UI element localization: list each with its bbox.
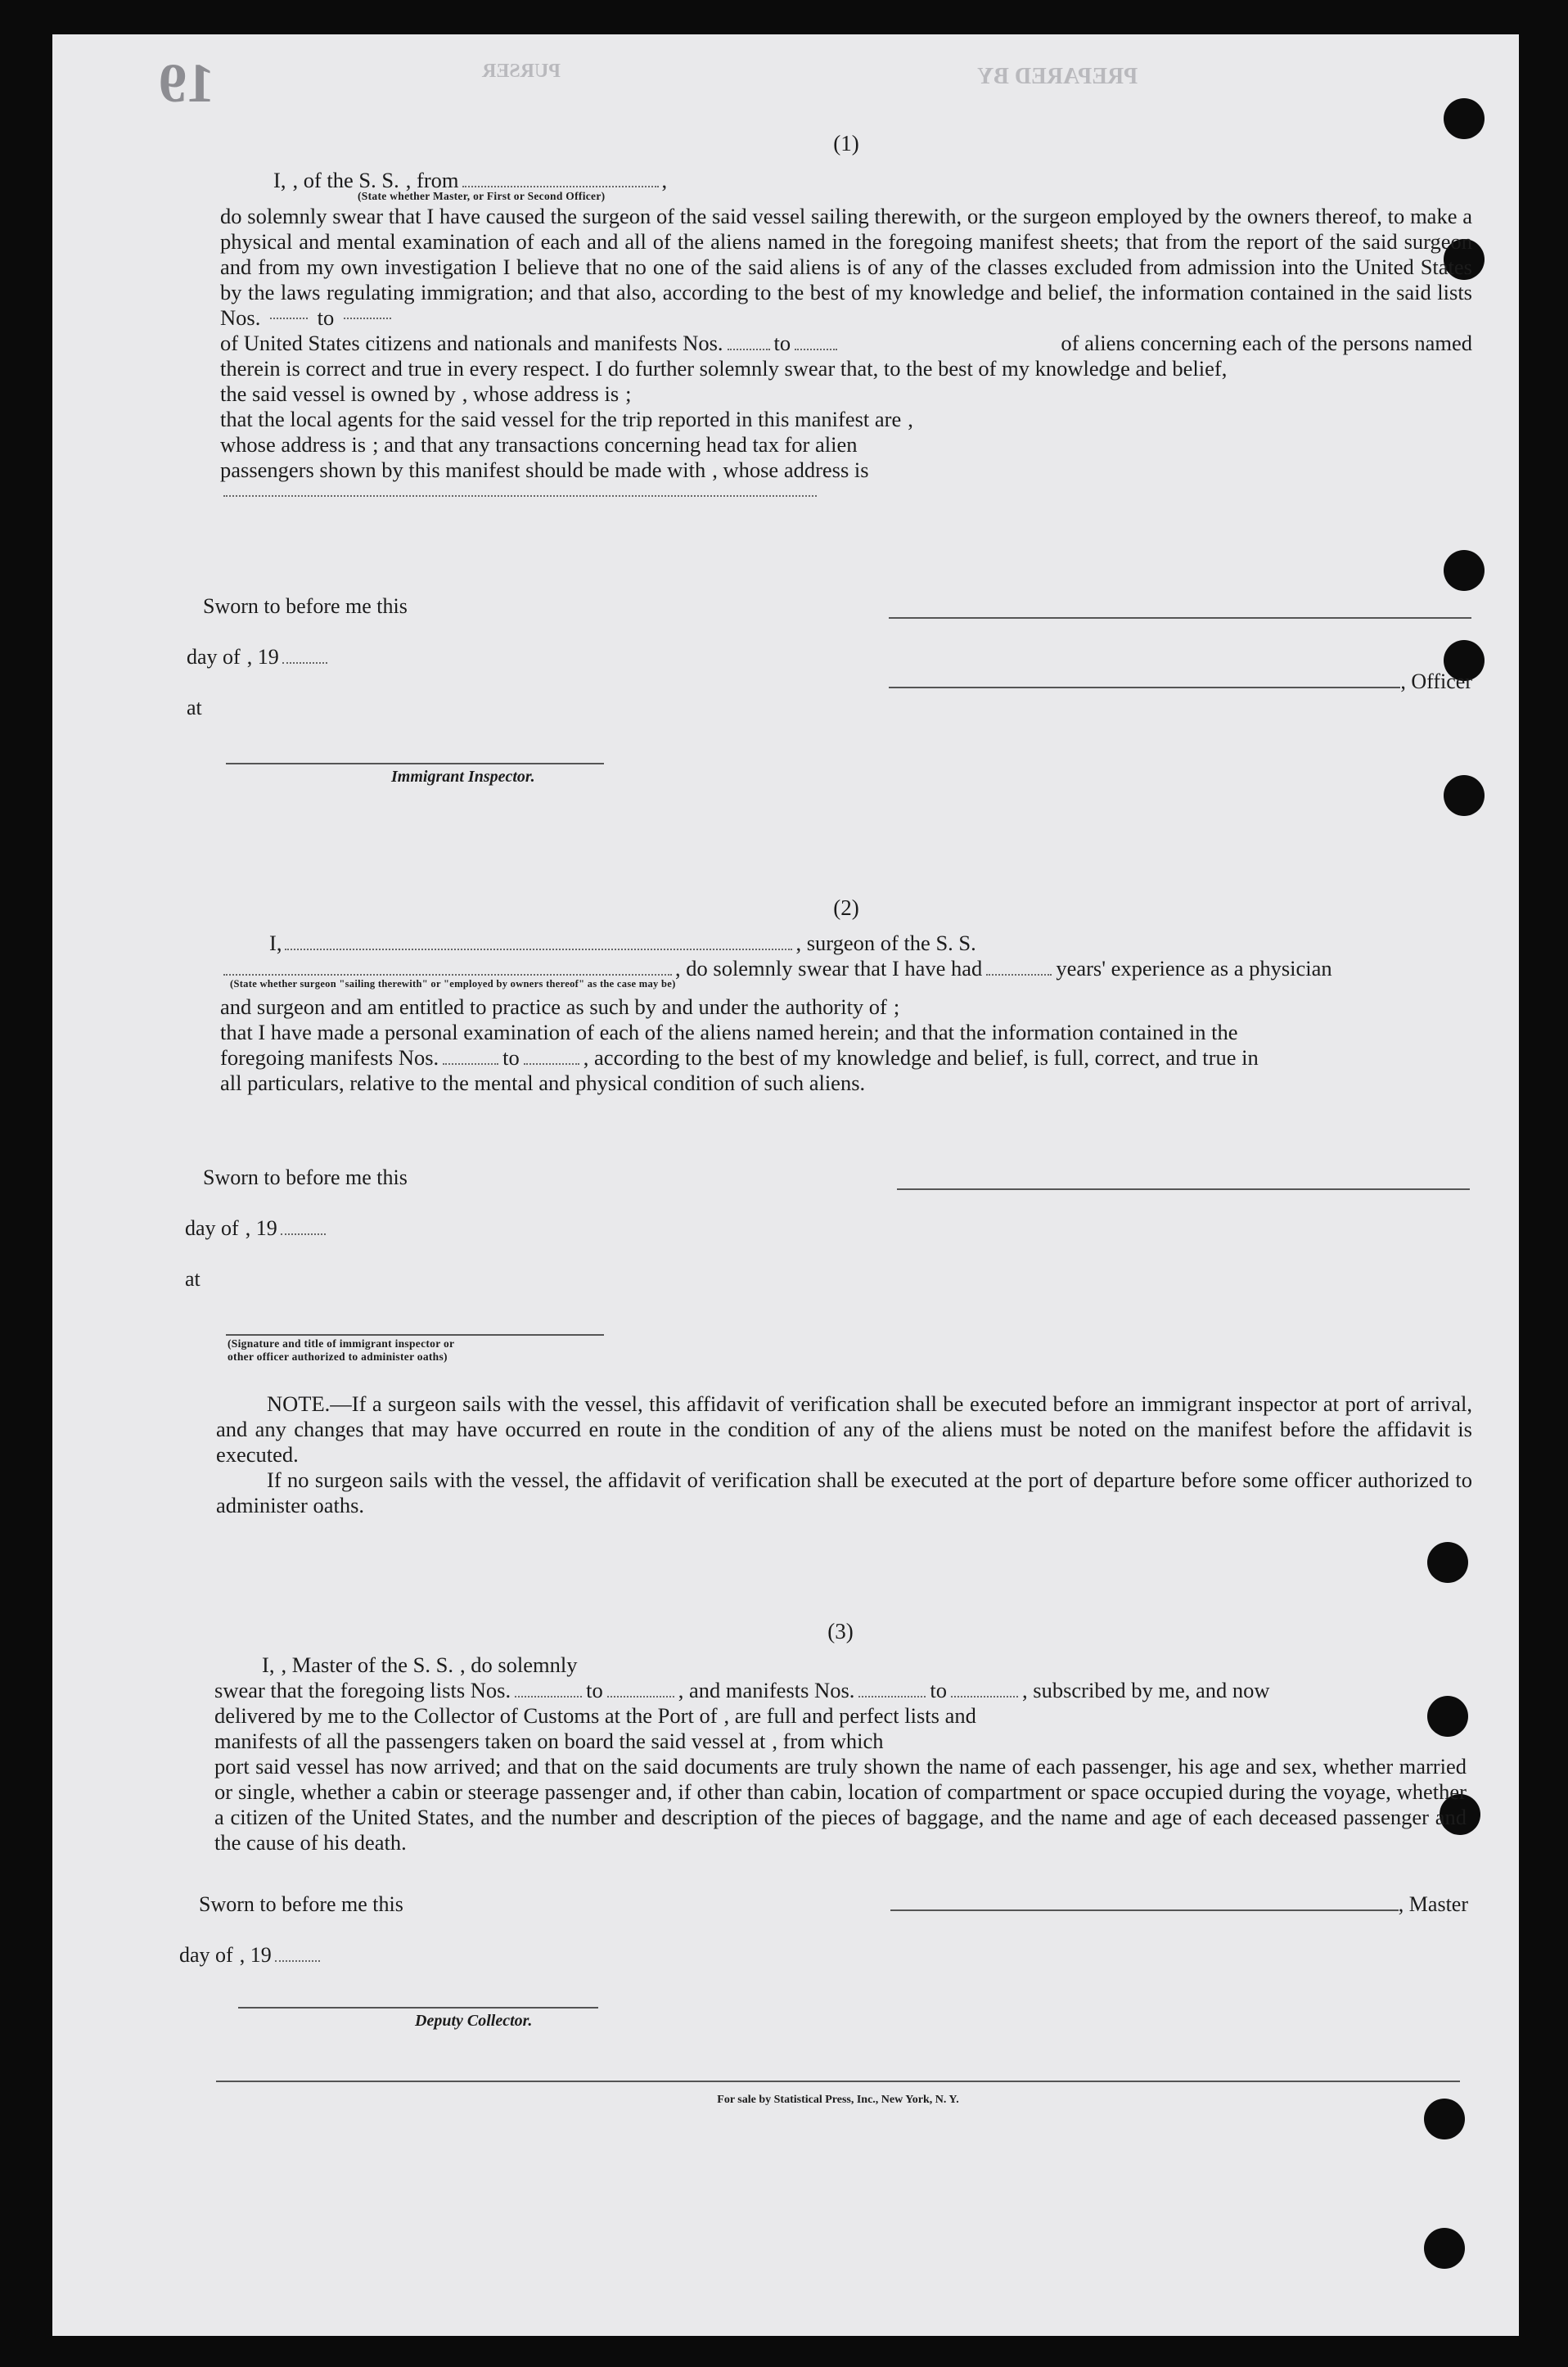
head-tax-address-field[interactable] — [223, 495, 817, 497]
punct: , — [908, 407, 913, 431]
punch-hole — [1444, 550, 1485, 591]
section-number: (3) — [827, 1619, 854, 1643]
s1-officer-block — [889, 591, 1472, 694]
note-paragraph-2: If no surgeon sails with the vessel, the affidavit of verification shall be executed at the port of departure before some officer authorized to administer oaths. — [216, 1468, 1472, 1517]
label: manifests of all the passengers taken on board the said vessel at — [214, 1729, 766, 1753]
manifest-to-field[interactable] — [524, 1063, 579, 1065]
page-number: 19 — [159, 52, 214, 114]
paragraph-line: therein is correct and true in every respect. I do further solemnly swear that, to the best of my knowledge and belief, — [220, 356, 1228, 381]
year-field[interactable] — [282, 662, 327, 664]
s3-sworn-block — [179, 1889, 638, 2031]
surgeon-status-field[interactable] — [223, 974, 672, 976]
year-field[interactable] — [281, 1233, 326, 1235]
label: , 19 — [239, 1943, 272, 1967]
label: to — [586, 1678, 603, 1702]
label: Sworn to before me this — [203, 1165, 408, 1189]
section-3 — [214, 1619, 1467, 1855]
s1-sworn-block — [187, 591, 645, 787]
punch-hole — [1444, 775, 1485, 816]
label: , subscribed by me, and now — [1022, 1678, 1270, 1702]
signature-line[interactable] — [889, 591, 1471, 619]
master-signature-line[interactable] — [890, 1909, 1399, 1911]
label: , 19 — [246, 645, 279, 669]
label: I, — [269, 931, 282, 955]
label: Sworn to before me this — [203, 594, 408, 618]
ghost-prepared-by: PREPARED BY — [977, 64, 1138, 89]
label: day of — [187, 645, 241, 669]
label: at — [187, 696, 202, 719]
label: the said vessel is owned by — [220, 381, 456, 406]
label: delivered by me to the Collector of Customs at the Port of — [214, 1703, 718, 1728]
punct: ; — [893, 994, 900, 1019]
label: , whose address is — [462, 381, 620, 406]
paragraph-line: all particulars, relative to the mental and physical condition of such aliens. — [220, 1071, 866, 1095]
label: of aliens concerning each of the persons named — [1061, 331, 1472, 355]
lists-to-field[interactable] — [344, 318, 391, 319]
collector-caption: Deputy Collector. — [415, 2012, 533, 2030]
label: , do solemnly swear that I have had — [675, 956, 983, 981]
punch-hole — [1427, 1542, 1468, 1583]
label: at — [185, 1267, 201, 1291]
form-page — [52, 34, 1519, 2336]
label: , 19 — [245, 1216, 277, 1240]
lists-to-field[interactable] — [607, 1696, 674, 1697]
printer-footer: For sale by Statistical Press, Inc., New York, N. Y. — [216, 2081, 1460, 2107]
label: to — [930, 1678, 948, 1702]
label: of United States citizens and nationals and manifests Nos. — [220, 331, 723, 355]
label: years' experience as a physician — [1056, 956, 1332, 981]
label: Sworn to before me this — [199, 1892, 403, 1916]
label: to — [773, 331, 791, 355]
label: , of the S. S. — [292, 168, 399, 192]
s3-master-block — [890, 1889, 1468, 1917]
manifest-to-field[interactable] — [795, 349, 837, 350]
section-1 — [220, 131, 1472, 503]
surgeon-status-caption: (State whether surgeon "sailing therewith" or "employed by owners thereof" as the case may be) — [230, 978, 676, 990]
surgeon-name-field[interactable] — [285, 949, 792, 950]
label: , whose address is — [712, 458, 869, 482]
label: , surgeon of the S. S. — [795, 931, 976, 955]
collector-signature-line[interactable] — [238, 2007, 598, 2009]
ghost-purser: PURSER — [482, 61, 561, 82]
label: swear that the foregoing lists Nos. — [214, 1678, 511, 1702]
punct: ; — [625, 381, 632, 406]
label: , from — [405, 168, 459, 192]
punch-hole — [1424, 2228, 1465, 2269]
officer-title-caption: (State whether Master, or First or Second Officer) — [358, 190, 606, 202]
label: , according to the best of my knowledge and belief, is full, correct, and true in — [583, 1045, 1259, 1070]
label: that the local agents for the said vessel for the trip reported in this manifest are — [220, 407, 902, 431]
label: I, — [273, 168, 286, 192]
note — [216, 1391, 1472, 1518]
label: I, — [262, 1652, 275, 1677]
label: ; and that any transactions concerning head tax for alien — [372, 432, 858, 457]
label: , are full and perfect lists and — [723, 1703, 976, 1728]
manifest-to-field[interactable] — [951, 1696, 1018, 1697]
sig-caption-1: (Signature and title of immigrant inspector or — [228, 1337, 455, 1350]
inspector-caption: Immigrant Inspector. — [391, 768, 535, 786]
label: , Master — [1398, 1892, 1468, 1916]
note-paragraph-1: NOTE.—If a surgeon sails with the vessel, this affidavit of verification shall be executed before an immigrant inspector at port of arrival, and any changes that may have occurred en route in the condition of any of the aliens must be noted on the manifest before the affidavit is executed. — [216, 1391, 1472, 1467]
section-number: (1) — [833, 131, 859, 156]
section-number: (2) — [833, 895, 859, 920]
label: , from which — [772, 1729, 884, 1753]
master-paragraph: port said vessel has now arrived; and that on the said documents are truly shown the name of each passenger, his age and sex, whether married or single, whether a cabin or steerage passenger and, if other than cabin, location of compartment or space occupied during the voyage, whether a citizen of the United States, and the number and description of the pieces of baggage, and the name and age of each deceased passenger and the cause of his death. — [214, 1754, 1467, 1855]
label: , and manifests Nos. — [678, 1678, 855, 1702]
label: day of — [185, 1216, 239, 1240]
inspector-signature-line[interactable] — [226, 1334, 604, 1336]
year-field[interactable] — [275, 1960, 320, 1962]
manifest-from-field[interactable] — [858, 1696, 926, 1697]
manifest-from-field[interactable] — [443, 1063, 498, 1065]
officer-signature-line[interactable] — [889, 687, 1400, 688]
punct: , — [661, 168, 668, 192]
label: to — [502, 1045, 520, 1070]
lists-from-field[interactable] — [270, 318, 308, 319]
label: , Master of the S. S. — [281, 1652, 453, 1677]
section-2 — [220, 895, 1472, 1096]
label: passengers shown by this manifest should be made with — [220, 458, 706, 482]
oath-paragraph — [220, 204, 1472, 331]
paragraph-line: that I have made a personal examination of each of the aliens named herein; and that the information contained in the — [220, 1020, 1238, 1044]
lists-from-field[interactable] — [515, 1696, 582, 1697]
s2-surgeon-block — [897, 1162, 1470, 1190]
label: , Officer — [1400, 670, 1472, 693]
manifest-from-field[interactable] — [728, 349, 770, 350]
label: and surgeon and am entitled to practice as such by and under the authority of — [220, 994, 887, 1019]
paragraph-text: do solemnly swear that I have caused the surgeon of the said vessel sailing therewith, or the surgeon employed by the owners thereof, to make a physical and mental examination of each and all of the aliens named in the foregoing manifest sheets; that from the report of the said surgeon and from my own investigation I believe that no one of the said aliens is of any of the classes excluded from admission into the United States by the laws regulating immigration; and that also, according to the best of my knowledge and belief, the information contained in the said lists Nos. — [220, 204, 1472, 330]
inspector-signature-line[interactable] — [226, 763, 604, 764]
surgeon-signature-line[interactable] — [897, 1162, 1470, 1190]
label: to — [317, 305, 335, 330]
label: foregoing manifests Nos. — [220, 1045, 439, 1070]
label: day of — [179, 1943, 233, 1967]
sig-caption-2: other officer authorized to administer oaths) — [228, 1350, 448, 1363]
from-port-field[interactable] — [462, 186, 659, 187]
s2-sworn-block — [185, 1162, 643, 1364]
label: whose address is — [220, 432, 367, 457]
years-experience-field[interactable] — [986, 974, 1052, 976]
label: , do solemnly — [459, 1652, 578, 1677]
